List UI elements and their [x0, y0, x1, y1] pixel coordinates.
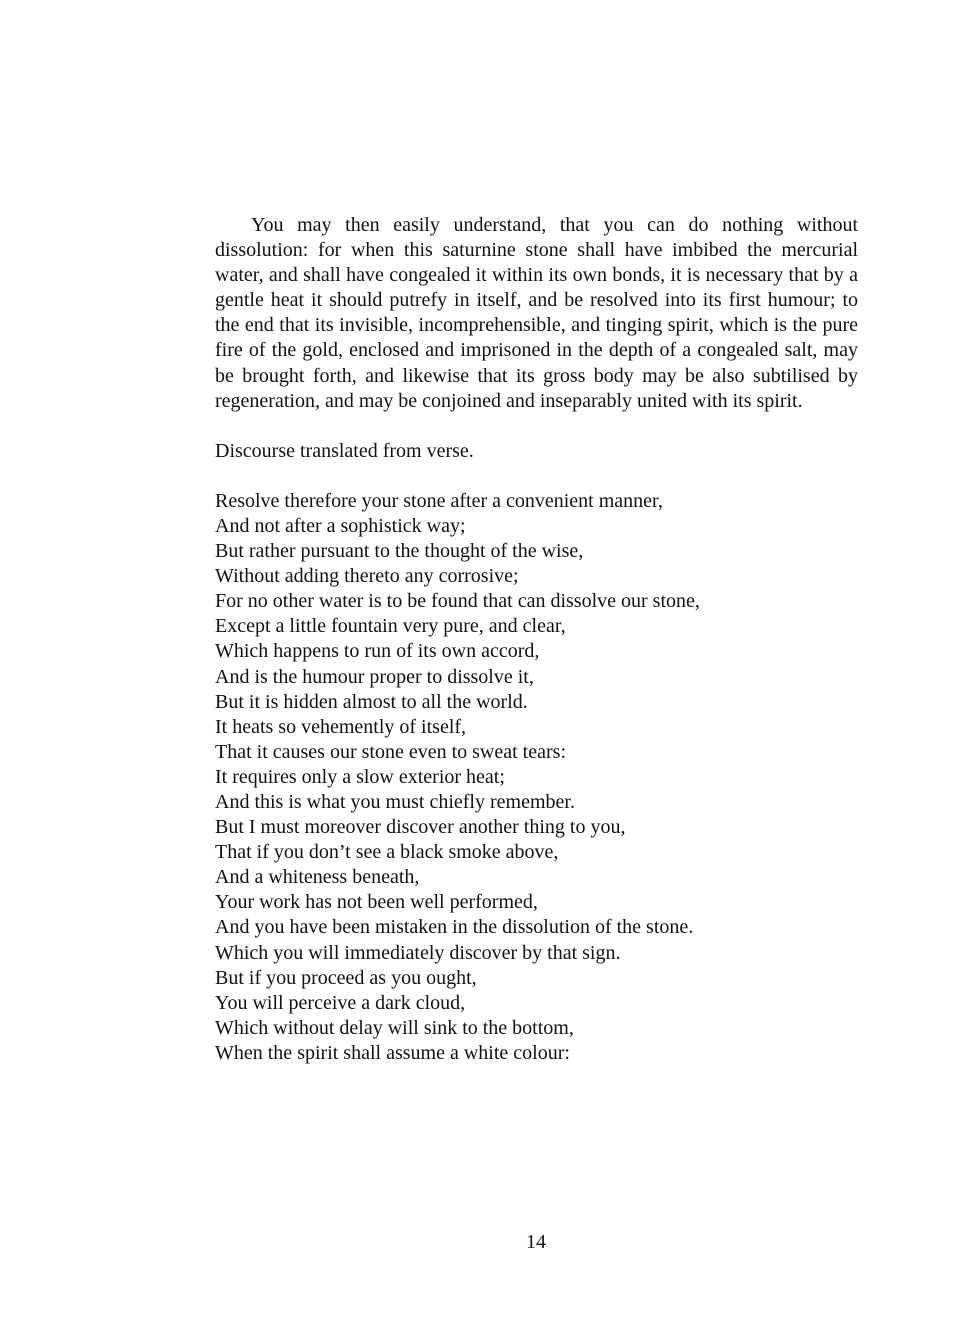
- verse-line: Which happens to run of its own accord,: [215, 640, 540, 663]
- body-text: [215, 213, 858, 1066]
- page-number: 14: [526, 1231, 546, 1253]
- verse-line: But rather pursuant to the thought of the wise,: [215, 540, 584, 563]
- verse-line: It requires only a slow exterior heat;: [215, 765, 505, 788]
- verse-line: But if you proceed as you ought,: [215, 966, 477, 989]
- verse-line: That it causes our stone even to sweat tears:: [215, 740, 566, 763]
- verse-lines: [215, 489, 858, 1066]
- verse-line: You will perceive a dark cloud,: [215, 991, 466, 1014]
- verse-line: And a whiteness beneath,: [215, 866, 420, 889]
- verse-line: For no other water is to be found that can dissolve our stone,: [215, 590, 700, 613]
- verse-line: But it is hidden almost to all the world.: [215, 690, 528, 713]
- verse-line: That if you don’t see a black smoke above,: [215, 841, 559, 864]
- verse-line: Except a little fountain very pure, and clear,: [215, 615, 566, 638]
- verse-line: Without adding thereto any corrosive;: [215, 565, 519, 588]
- verse-line: Your work has not been well performed,: [215, 891, 538, 914]
- verse-line: And is the humour proper to dissolve it,: [215, 665, 534, 688]
- verse-line: But I must moreover discover another thing to you,: [215, 816, 626, 839]
- verse-line: It heats so vehemently of itself,: [215, 715, 467, 738]
- verse-line: And you have been mistaken in the dissolution of the stone.: [215, 916, 694, 939]
- verse-line: And not after a sophistick way;: [215, 514, 466, 537]
- verse-line: Resolve therefore your stone after a convenient manner,: [215, 489, 663, 512]
- section-heading: Discourse translated from verse.: [215, 439, 474, 462]
- verse-line: Which without delay will sink to the bottom,: [215, 1016, 574, 1039]
- body-paragraph: You may then easily understand, that you can do nothing without dissolution: for when this saturnine stone shall have imbibed the mercurial water, and shall have congealed it within its own bonds, it is necessary that by a gentle heat it should putrefy in itself, and be resolved into its first humour; to the end that its invisible, incomprehensible, and tinging spirit, which is the pure fire of the gold, enclosed and imprisoned in the depth of a congealed salt, may be brought forth, and likewise that its gross body may be also subtilised by regeneration, and may be conjoined and inseparably united with its spirit.: [215, 214, 858, 412]
- verse-line: And this is what you must chiefly remember.: [215, 790, 575, 813]
- verse-line: When the spirit shall assume a white colour:: [215, 1041, 570, 1064]
- verse-line: Which you will immediately discover by that sign.: [215, 941, 621, 964]
